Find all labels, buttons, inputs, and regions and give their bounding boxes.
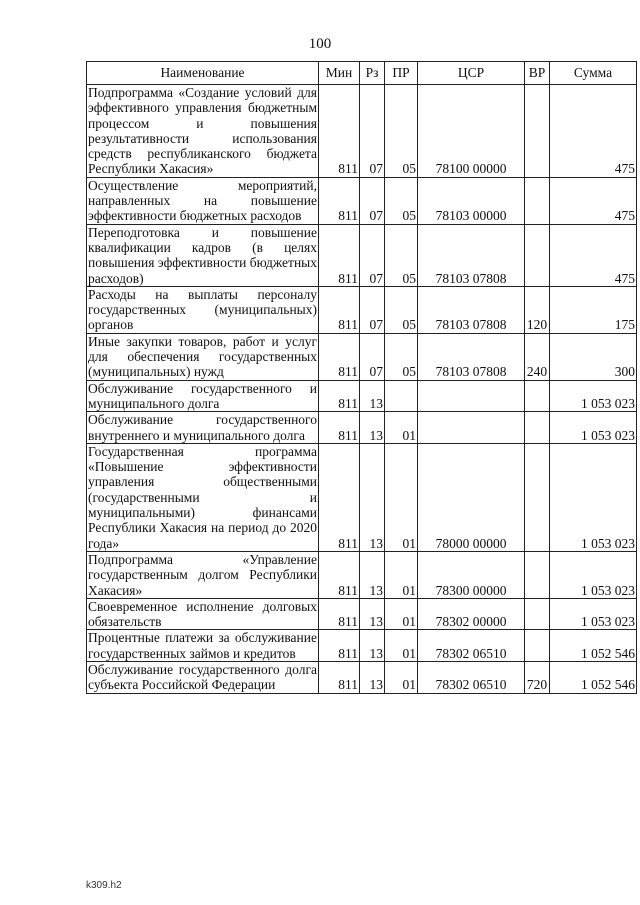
cell-vr bbox=[525, 380, 550, 412]
cell-min: 811 bbox=[319, 333, 360, 380]
cell-csr: 78103 07808 bbox=[418, 286, 525, 333]
table-row bbox=[87, 551, 637, 598]
cell-csr: 78000 00000 bbox=[418, 443, 525, 551]
cell-min: 811 bbox=[319, 630, 360, 662]
cell-pr: 05 bbox=[385, 85, 418, 178]
cell-pr: 05 bbox=[385, 224, 418, 286]
cell-name: Обслуживание государственного внутреннего и муниципального долга bbox=[88, 412, 317, 443]
cell-rz: 13 bbox=[360, 380, 385, 412]
cell-vr: 120 bbox=[525, 286, 550, 333]
page-number: 100 bbox=[308, 36, 332, 52]
cell-pr: 01 bbox=[385, 661, 418, 693]
cell-sum: 1 052 546 bbox=[550, 630, 637, 662]
cell-name: Государственная программа «Повышение эффективности управления общественными (государственными и муниципальными) финансами Республики Хакасия на период до 2020 года» bbox=[88, 443, 317, 551]
cell-pr: 01 bbox=[385, 412, 418, 444]
cell-rz: 13 bbox=[360, 412, 385, 444]
cell-vr bbox=[525, 598, 550, 630]
cell-sum: 475 bbox=[550, 224, 637, 286]
cell-name: Подпрограмма «Создание условий для эффективного управления бюджетным процессом и повышения результативности использования средств республиканского бюджета Республики Хакасия» bbox=[88, 85, 317, 177]
cell-vr bbox=[525, 443, 550, 551]
cell-vr bbox=[525, 224, 550, 286]
header-min: Мин bbox=[319, 62, 360, 85]
cell-rz: 07 bbox=[360, 333, 385, 380]
cell-name: Расходы на выплаты персоналу государственных (муниципальных) органов bbox=[88, 286, 317, 333]
cell-csr: 78103 07808 bbox=[418, 333, 525, 380]
cell-csr: 78302 06510 bbox=[418, 661, 525, 693]
cell-name: Переподготовка и повышение квалификации кадров (в целях повышения эффективности бюджетных расходов) bbox=[88, 224, 317, 286]
cell-name: Иные закупки товаров, работ и услуг для обеспечения государственных (муниципальных) нужд bbox=[88, 333, 317, 380]
table-row bbox=[87, 598, 637, 630]
cell-vr: 240 bbox=[525, 333, 550, 380]
footer-code: k309.h2 bbox=[86, 880, 122, 891]
cell-vr bbox=[525, 551, 550, 598]
header-rz: Рз bbox=[360, 62, 385, 85]
cell-csr: 78103 00000 bbox=[418, 177, 525, 224]
cell-sum: 1 052 546 bbox=[550, 661, 637, 693]
cell-rz: 07 bbox=[360, 177, 385, 224]
table-row bbox=[87, 443, 637, 551]
cell-pr bbox=[385, 380, 418, 412]
cell-pr: 05 bbox=[385, 286, 418, 333]
cell-rz: 13 bbox=[360, 630, 385, 662]
cell-pr: 05 bbox=[385, 333, 418, 380]
cell-rz: 07 bbox=[360, 224, 385, 286]
cell-rz: 13 bbox=[360, 443, 385, 551]
cell-min: 811 bbox=[319, 85, 360, 178]
cell-csr: 78103 07808 bbox=[418, 224, 525, 286]
cell-csr: 78100 00000 bbox=[418, 85, 525, 178]
cell-min: 811 bbox=[319, 380, 360, 412]
cell-sum: 1 053 023 bbox=[550, 551, 637, 598]
cell-pr: 01 bbox=[385, 443, 418, 551]
cell-pr: 01 bbox=[385, 551, 418, 598]
cell-sum: 175 bbox=[550, 286, 637, 333]
cell-name: Осуществление мероприятий, направленных на повышение эффективности бюджетных расходов bbox=[88, 177, 317, 224]
cell-name: Подпрограмма «Управление государственным долгом Республики Хакасия» bbox=[88, 551, 317, 598]
table-row bbox=[87, 85, 637, 178]
cell-rz: 13 bbox=[360, 661, 385, 693]
cell-vr bbox=[525, 177, 550, 224]
cell-rz: 07 bbox=[360, 286, 385, 333]
cell-sum: 1 053 023 bbox=[550, 598, 637, 630]
cell-csr: 78302 00000 bbox=[418, 598, 525, 630]
cell-sum: 475 bbox=[550, 177, 637, 224]
cell-vr: 720 bbox=[525, 661, 550, 693]
cell-pr: 01 bbox=[385, 598, 418, 630]
cell-min: 811 bbox=[319, 412, 360, 444]
cell-pr: 01 bbox=[385, 630, 418, 662]
table-row bbox=[87, 380, 637, 412]
table-row bbox=[87, 286, 637, 333]
table-row bbox=[87, 333, 637, 380]
cell-min: 811 bbox=[319, 286, 360, 333]
cell-sum: 300 bbox=[550, 333, 637, 380]
header-vr: ВР bbox=[525, 62, 550, 85]
cell-min: 811 bbox=[319, 661, 360, 693]
cell-pr: 05 bbox=[385, 177, 418, 224]
table-row bbox=[87, 630, 637, 662]
table-row bbox=[87, 177, 637, 224]
cell-csr bbox=[418, 380, 525, 412]
cell-min: 811 bbox=[319, 224, 360, 286]
cell-csr: 78300 00000 bbox=[418, 551, 525, 598]
cell-min: 811 bbox=[319, 598, 360, 630]
cell-name: Обслуживание государственного долга субъекта Российской Федерации bbox=[88, 661, 317, 693]
header-name: Наименование bbox=[87, 62, 319, 85]
table-row bbox=[87, 224, 637, 286]
cell-sum: 1 053 023 bbox=[550, 443, 637, 551]
cell-vr bbox=[525, 85, 550, 178]
table-header-row bbox=[87, 62, 637, 85]
budget-table bbox=[86, 61, 637, 694]
header-sum: Сумма bbox=[550, 62, 637, 85]
table-row bbox=[87, 661, 637, 693]
table-row bbox=[87, 412, 637, 444]
cell-sum: 1 053 023 bbox=[550, 380, 637, 412]
cell-vr bbox=[525, 412, 550, 444]
cell-rz: 13 bbox=[360, 598, 385, 630]
cell-vr bbox=[525, 630, 550, 662]
cell-min: 811 bbox=[319, 177, 360, 224]
cell-sum: 475 bbox=[550, 85, 637, 178]
cell-name: Своевременное исполнение долговых обязательств bbox=[88, 598, 317, 630]
cell-name: Обслуживание государственного и муниципального долга bbox=[88, 380, 317, 411]
cell-rz: 13 bbox=[360, 551, 385, 598]
cell-rz: 07 bbox=[360, 85, 385, 178]
cell-name: Процентные платежи за обслуживание государственных займов и кредитов bbox=[88, 630, 317, 661]
header-csr: ЦСР bbox=[418, 62, 525, 85]
cell-sum: 1 053 023 bbox=[550, 412, 637, 444]
cell-min: 811 bbox=[319, 443, 360, 551]
cell-csr bbox=[418, 412, 525, 444]
header-pr: ПР bbox=[385, 62, 418, 85]
cell-min: 811 bbox=[319, 551, 360, 598]
cell-csr: 78302 06510 bbox=[418, 630, 525, 662]
